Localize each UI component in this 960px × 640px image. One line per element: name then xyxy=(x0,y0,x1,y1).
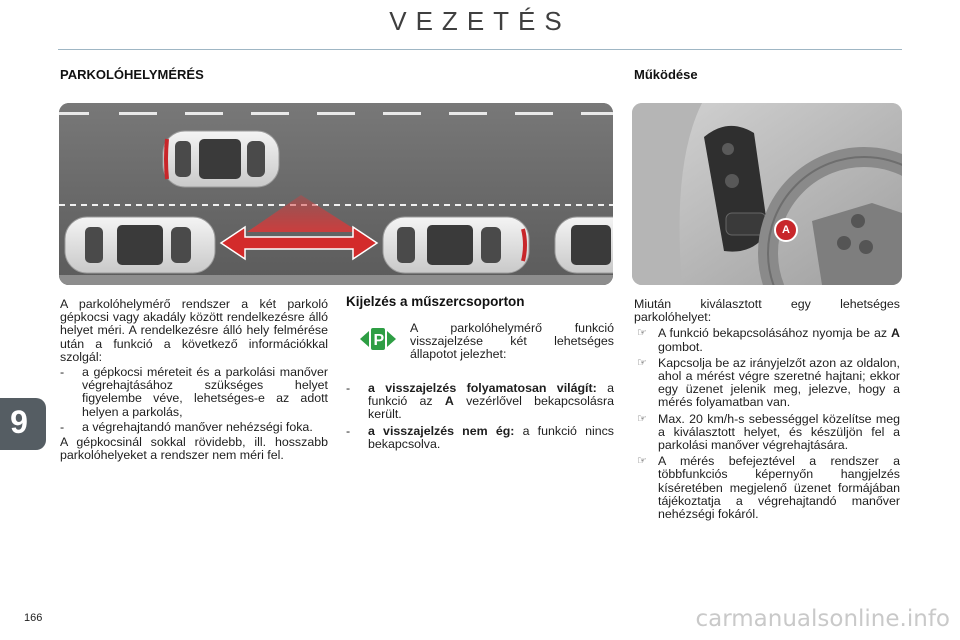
chapter-tab xyxy=(0,398,46,450)
state-on-text-end: vezérlővel bekapcsolásra került. xyxy=(368,394,614,422)
parking-sensor-icon xyxy=(360,326,396,352)
chapter-number: 9 xyxy=(10,404,28,440)
marker-a-icon: A xyxy=(774,218,798,242)
step-control: A xyxy=(891,326,900,341)
state-off-text: a funkció nincs bekapcsolva. xyxy=(368,423,614,451)
list-item-text: a végrehajtandó manőver nehézségi foka. xyxy=(82,419,313,434)
cluster-states xyxy=(346,382,614,451)
page-number: 166 xyxy=(24,612,43,624)
step-text: A mérés befejeztével a rendszer a többfunkciós képernyőn hangjelzés kíséretében megjelenő üzenet formájában tájékoztatja a végrehajtandó manőver nehézségi fokáról. xyxy=(658,454,900,522)
pointing-hand-icon: ☞ xyxy=(637,412,647,425)
watermark: carmanualsonline.info xyxy=(695,606,950,632)
list-item xyxy=(634,357,900,410)
svg-text:P: P xyxy=(373,332,385,349)
list-item xyxy=(634,455,900,521)
control-illustration xyxy=(632,103,902,285)
step-text: A funkció bekapcsolásához nyomja be az xyxy=(658,326,892,341)
step-text: Max. 20 km/h-s sebességgel közelítse meg a kiválasztott helyet, és készüljön fel a parkolási manőver végrehajtására. xyxy=(658,411,900,453)
dash-marker: - xyxy=(346,381,351,395)
state-on-control: A xyxy=(444,394,454,409)
list-item-text: a gépkocsi méreteit és a parkolási manőver végrehajtásához szükséges helyet figyelembe véve, lehetséges-e az adott helyen a parkolás, xyxy=(82,365,328,419)
list-item xyxy=(634,327,900,353)
list-item xyxy=(60,421,328,434)
pointing-hand-icon: ☞ xyxy=(637,356,647,369)
control-drawing xyxy=(632,103,902,285)
header-rule xyxy=(58,49,902,50)
step-text: Kapcsolja be az irányjelzőt azon az oldalon, ahol a mérést végre szeretné hajtani; ekkor egy üzenet jelenik meg, jelezve, hogy a mérés folyamatban van. xyxy=(658,355,900,410)
list-item xyxy=(346,382,614,422)
pointing-hand-icon: ☞ xyxy=(637,455,647,468)
outro-paragraph: A gépkocsinál sokkal rövidebb, ill. hosszabb parkolóhelyeket a rendszer nem méri fel. xyxy=(60,435,328,463)
cluster-section-title: Kijelzés a műszercsoporton xyxy=(346,294,525,309)
page-header-title: VEZETÉS xyxy=(389,6,571,36)
dash-marker: - xyxy=(60,419,65,434)
section-title-parking: PARKOLÓHELYMÉRÉS xyxy=(60,67,204,82)
column-operation xyxy=(634,298,900,521)
list-item xyxy=(346,425,614,451)
state-on-text: a funkció az xyxy=(368,381,614,409)
state-on-label: a visszajelzés folyamatosan világít: xyxy=(368,381,597,395)
list-item xyxy=(634,413,900,453)
step-text-end: gombot. xyxy=(658,339,703,354)
pointing-hand-icon: ☞ xyxy=(637,327,647,340)
parking-scene-drawing xyxy=(59,103,613,285)
intro-paragraph: A parkolóhelymérő rendszer a két parkoló gépkocsi vagy akadály között rendelkezésre álló helyet méri. A rendelkezésre álló hely felmérése után a funkció a következő információkkal szolgál: xyxy=(60,297,328,364)
dash-marker: - xyxy=(60,365,65,380)
parking-illustration xyxy=(59,103,613,285)
column-intro xyxy=(60,298,328,462)
list-item xyxy=(60,366,328,419)
cluster-intro: A parkolóhelymérő funkció visszajelzése két lehetséges állapotot jelezhet: xyxy=(410,321,614,362)
operation-intro: Miután kiválasztott egy lehetséges parkolóhelyet: xyxy=(634,297,900,325)
section-title-operation: Működése xyxy=(634,67,698,82)
state-off-label: a visszajelzés nem ég: xyxy=(368,423,515,438)
dash-marker: - xyxy=(346,423,351,438)
